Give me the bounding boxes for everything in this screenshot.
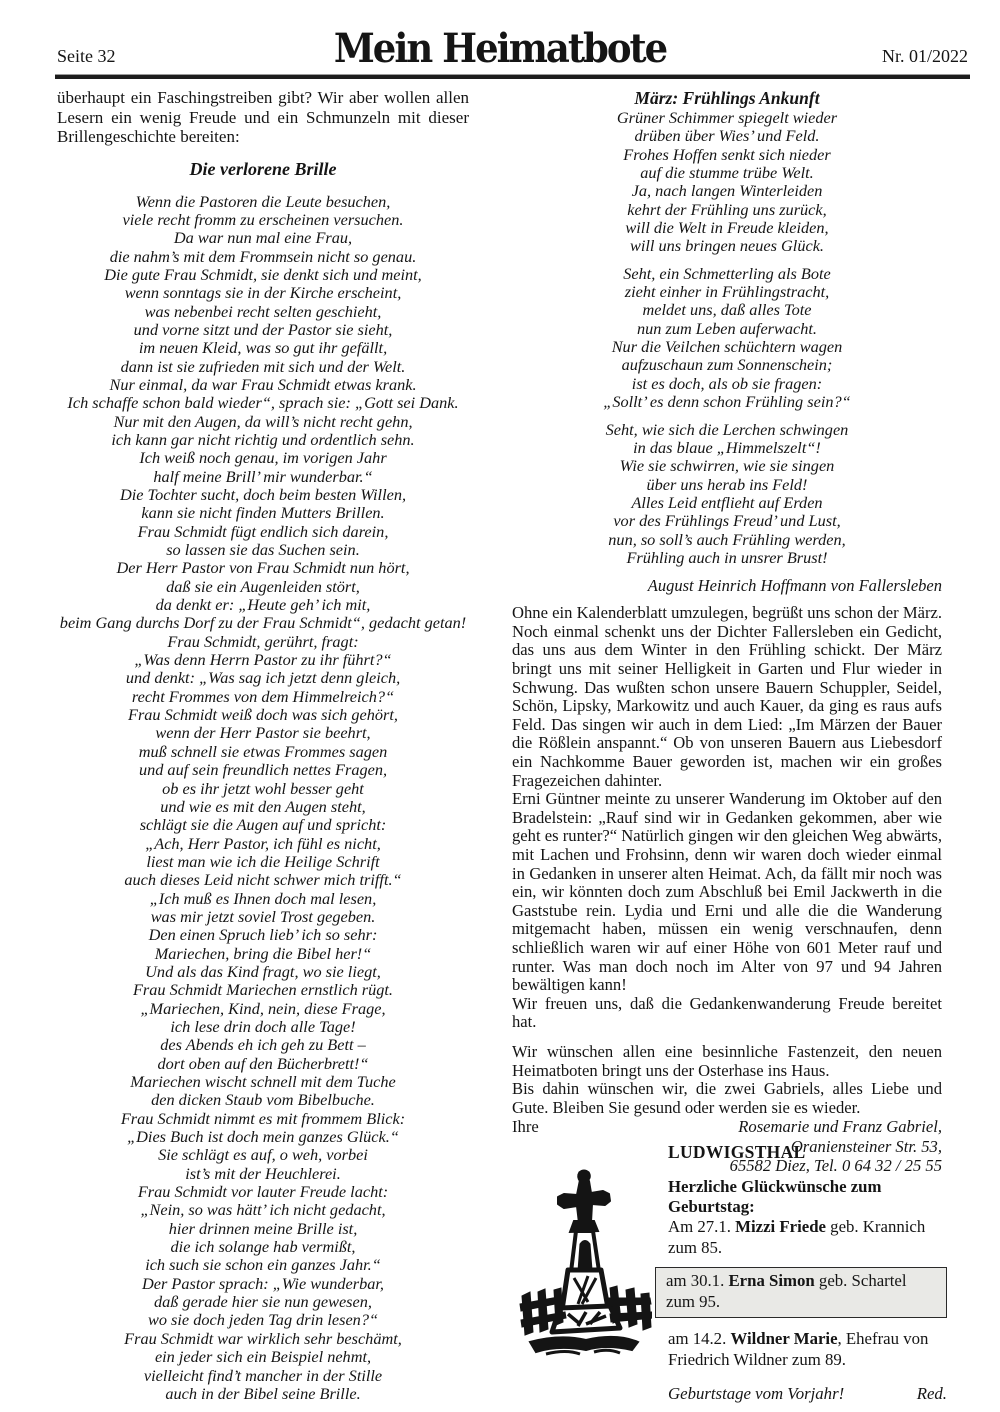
poem-line: dort oben auf den Bücherbrett!“ xyxy=(157,1053,369,1073)
birthday-entry: Am 27.1. Mizzi Friede geb. Krannich zum 85. xyxy=(668,1217,926,1257)
poem-line: „Ich muß es Ihnen doch mal lesen, xyxy=(149,888,377,908)
poem-line: im neuen Kleid, was so gut ihr gefällt, xyxy=(138,338,388,358)
poem-line: Wenn die Pastoren die Leute besuchen, xyxy=(135,191,391,211)
birthday-entry: am 14.2. Wildner Marie, Ehefrau von Friedrich Wildner zum 89. xyxy=(668,1329,929,1369)
poem-line: ein jeder sich ein Beispiel nehmt, xyxy=(154,1347,372,1367)
poem-line: kehrt der Frühling uns zurück, xyxy=(627,199,827,219)
poem-line: ist es doch, als ob sie fragen: xyxy=(631,373,823,393)
poem-line: Ja, nach langen Winterleiden xyxy=(631,181,823,201)
poem-line: „Nein, so was hätt’ ich nicht gedacht, xyxy=(140,1200,386,1220)
prose-paragraphs xyxy=(512,604,942,1032)
poem-line: ich kann gar nicht richtig und ordentlich sehn. xyxy=(111,429,415,449)
poem-line: Der Pastor sprach: „Wie wunderbar, xyxy=(142,1273,384,1293)
poem-line: Nur die Veilchen schüchtern wagen xyxy=(611,337,843,357)
poem-line: liest man wie ich die Heilige Schrift xyxy=(146,851,380,871)
poem-line: will die Welt in Freude kleiden, xyxy=(625,218,829,238)
poem-line: Frau Schmidt war wirklich sehr beschämt, xyxy=(124,1328,402,1348)
poem-line: in das blaue „Himmelszelt“! xyxy=(633,437,821,457)
ludwigsthal-heading: LUDWIGSTHAL xyxy=(668,1142,806,1162)
prose-paragraph: Wir freuen uns, daß die Gedankenwanderung Freude bereitet hat. xyxy=(512,993,942,1032)
poem-line: muß schnell sie etwas Frommes sagen xyxy=(138,741,388,761)
poem-line: schlägt sie die Augen auf und spricht: xyxy=(139,815,387,835)
poem-line: drüben über Wies’ und Feld. xyxy=(634,126,820,146)
poem-line: und vorne sitzt und der Pastor sie sieht, xyxy=(133,319,393,339)
footer-redaktion: Red. xyxy=(916,1384,947,1403)
birthday-name: Mizzi Friede xyxy=(735,1217,826,1236)
signature-line: 65582 Diez, Tel. 0 64 32 / 25 55 xyxy=(729,1156,942,1176)
poem-line: Alles Leid entflieht auf Erden xyxy=(631,492,823,512)
poem-line: will uns bringen neues Glück. xyxy=(630,236,824,256)
poem-line: daß sie ein Augenleiden stört, xyxy=(166,576,360,596)
poem-line: Frau Schmidt nimmt es mit frommem Blick: xyxy=(120,1108,406,1128)
poem-title-right: März: Frühlings Ankunft xyxy=(634,88,820,108)
birthday-greeting: Herzliche Glückwünsche zum Geburtstag: xyxy=(668,1177,882,1216)
poem-line: Da war nun mal eine Frau, xyxy=(173,228,353,248)
poem-line: Frau Schmidt weiß doch was sich gehört, xyxy=(128,705,398,725)
signature-line: Rosemarie und Franz Gabriel, xyxy=(738,1117,942,1137)
poem-line: viele recht fromm zu erscheinen versuchen. xyxy=(122,209,404,229)
poem-line: „Was denn Herrn Pastor zu ihr führt?“ xyxy=(134,650,392,670)
closing-paragraph: Bis dahin wünschen wir, die zwei Gabriels, alles Liebe und Gute. Bleiben Sie gesund oder werden sie es wieder. xyxy=(512,1079,942,1117)
poem-line: Die Tochter sucht, doch beim besten Willen, xyxy=(119,485,407,504)
poem-line: den dicken Staub vom Bibelbuche. xyxy=(151,1090,375,1110)
poem-line: „Sollt’ es denn schon Frühling sein?“ xyxy=(603,392,851,412)
poem-line: Frau Schmidt fügt endlich sich darein, xyxy=(137,521,389,541)
poem-line: da denkt er: „Heute geh’ ich mit, xyxy=(155,595,371,615)
birthday-name: Wildner Marie xyxy=(730,1329,838,1348)
closing-paragraphs xyxy=(512,1043,942,1117)
signature-line: Oraniensteiner Str. 53, xyxy=(790,1136,942,1156)
poem-line: meldet uns, daß alles Tote xyxy=(642,300,812,320)
poem-line: Frau Schmidt, gerührt, fragt: xyxy=(167,631,359,651)
poem-line: Seht, wie sich die Lerchen schwingen xyxy=(605,419,849,439)
poem-line: „Mariechen, Kind, nein, diese Frage, xyxy=(140,998,386,1018)
poem-line: Die gute Frau Schmidt, sie denkt sich und meint, xyxy=(104,264,422,284)
poem-line: Nur mit den Augen, da will’s nicht recht gehn, xyxy=(113,411,413,431)
poem-stanza xyxy=(512,109,942,256)
poem-line: auch in der Bibel seine Brille. xyxy=(165,1383,361,1403)
page-number: Seite 32 xyxy=(57,46,116,66)
poem-line: aufzuschaun zum Sonnenschein; xyxy=(621,355,833,375)
poem-line: ich such sie schon ein ganzes Jahr.“ xyxy=(145,1255,381,1275)
poem-line: Grüner Schimmer spiegelt wieder xyxy=(616,108,838,127)
poem-line: half meine Brill’ mir wunderbar.“ xyxy=(153,466,373,486)
poem-line: ich lese drin doch alle Tage! xyxy=(170,1016,356,1036)
poem-line: Und als das Kind fragt, wo sie liegt, xyxy=(145,961,381,981)
poem-line: über uns herab ins Feld! xyxy=(646,474,808,494)
poem-line: Nur einmal, da war Frau Schmidt etwas krank. xyxy=(109,374,417,394)
poem-line: und auf sein freundlich nettes Fragen, xyxy=(138,760,388,780)
poem-line: Seht, ein Schmetterling als Bote xyxy=(623,263,831,283)
poem-line: die nahm’s mit dem Frommsein nicht so genau. xyxy=(109,246,417,266)
poem-stanza xyxy=(512,421,942,568)
right-column xyxy=(512,88,942,1176)
poem-line: Mariechen wischt schnell mit dem Tuche xyxy=(130,1072,396,1091)
poem-line: Ich schaffe schon bald wieder“, sprach sie: „Gott sei Dank. xyxy=(67,393,459,413)
poem-line: so lassen sie das Suchen sein. xyxy=(166,540,360,560)
poem-line: vor des Frühlings Freud’ und Lust, xyxy=(613,511,841,531)
poem-line: ob es ihr jetzt wohl besser geht xyxy=(162,778,364,798)
prose-paragraph: Ohne ein Kalenderblatt umzulegen, begrüßt uns schon der März. Noch einmal schenkt uns der Dichter Fallersleben ein Gedicht, das uns aus dem Winter in den Frühling schickt. Der März bringt uns mit seiner Helligkeit in Garten und Flur wieder in Schwung. Das wußten schon unsere Bauern Schuppler, Seidel, Schön, Lipsky, Markowitz und auch Kauer, da ging es raus aufs Feld. Das singen wir auch in dem Lied: „Im Märzen der Bauer die Rößlein anspannt.“ Ob von unseren Bauern aus Liebesdorf ein Nachkomme Bauer geworden ist, machen wir ein großes Fragezeichen dahinter. xyxy=(512,603,942,790)
poem-line: „Dies Buch ist doch mein ganzes Glück.“ xyxy=(127,1127,399,1147)
left-column xyxy=(57,88,469,1403)
poem-line: Frau Schmidt Mariechen ernstlich rügt. xyxy=(132,980,393,1000)
signature-lead: Ihre xyxy=(512,1117,539,1137)
poem-line: Frohes Hoffen senkt sich nieder xyxy=(623,144,831,164)
poem-line: Der Herr Pastor von Frau Schmidt nun hört, xyxy=(116,558,410,578)
poem-line: Mariechen, bring die Bibel her!“ xyxy=(154,943,372,963)
poem-line: Den einen Spruch lieb’ ich so sehr: xyxy=(148,925,378,945)
poem-line: und wie es mit den Augen steht, xyxy=(160,796,366,816)
poem-line: beim Gang durchs Dorf zu der Frau Schmidt“, gedacht getan! xyxy=(59,613,467,633)
poem-line: dann ist sie zufrieden mit sich und der Welt. xyxy=(120,356,406,376)
intro-paragraph: überhaupt ein Faschingstreiben gibt? Wir aber wollen allen Lesern ein wenig Freude und ein Schmunzeln mit dieser Brillengeschichte bereiten: xyxy=(57,88,469,146)
poem-line: daß gerade hier sie nun gewesen, xyxy=(154,1292,372,1312)
poem-line: des Abends eh ich geh zu Bett – xyxy=(160,1035,366,1055)
birthday-entry-boxed: am 30.1. Erna Simon geb. Schartel zum 95. xyxy=(655,1267,947,1318)
issue-number: Nr. 01/2022 xyxy=(881,46,968,66)
footer-note: Geburtstage vom Vorjahr! xyxy=(668,1384,845,1403)
poem-line: wo sie doch jeden Tag drin lesen?“ xyxy=(147,1310,379,1330)
right-poem-stanzas xyxy=(512,109,942,567)
poem-line: Sie schlägt es auf, o weh, vorbei xyxy=(158,1145,368,1165)
left-poem-lines xyxy=(57,193,469,1404)
poem-line: was nebenbei recht selten geschieht, xyxy=(144,301,382,321)
poem-line: „Ach, Herr Pastor, ich fühl es nicht, xyxy=(145,833,381,853)
poem-line: Wie sie schwirren, wie sie singen xyxy=(619,456,835,476)
poem-line: die ich solange hab vermißt, xyxy=(170,1237,356,1257)
poem-line: was mir jetzt soviel Trost gegeben. xyxy=(150,906,376,926)
poem-line: Ich weiß noch genau, im vorigen Jahr xyxy=(139,448,387,468)
poem-line: wenn der Herr Pastor sie beehrt, xyxy=(155,723,371,743)
poem-line: auf die stumme trübe Welt. xyxy=(640,163,814,183)
ludwigsthal-footer xyxy=(655,1384,947,1404)
birthday-name: Erna Simon xyxy=(728,1271,815,1290)
poem-line: recht Frommes von dem Himmelreich?“ xyxy=(131,686,395,706)
poem-title-left: Die verlorene Brille xyxy=(189,158,337,179)
header-divider xyxy=(55,74,970,79)
poem-line: nun zum Leben auferwacht. xyxy=(637,318,817,338)
poem-attribution: August Heinrich Hoffmann von Fallersleben xyxy=(647,576,942,596)
poem-line: wenn sonntags sie in der Kirche erscheint, xyxy=(124,283,402,303)
monument-cross-icon xyxy=(516,1166,652,1362)
poem-line: vielleicht find’t mancher in der Stille xyxy=(143,1365,383,1385)
poem-line: hier drinnen meine Brille ist, xyxy=(168,1218,358,1238)
poem-stanza xyxy=(512,265,942,412)
masthead-title: Mein Heimatbote xyxy=(333,24,667,72)
poem-line: zieht einher in Frühlingstracht, xyxy=(624,282,830,302)
poem-line: Frühling auch in unsrer Brust! xyxy=(626,547,828,567)
poem-line: Frau Schmidt vor lauter Freude lacht: xyxy=(137,1182,389,1202)
poem-line: kann sie nicht finden Mutters Brillen. xyxy=(141,503,385,523)
poem-line: ist’s mit der Heuchlerei. xyxy=(185,1163,341,1183)
birthday-entries xyxy=(655,1217,947,1370)
ludwigsthal-section xyxy=(655,1142,947,1404)
prose-paragraph: Erni Güntner meinte zu unserer Wanderung im Oktober auf den Bradelstein: „Rauf sind wir in Gedanken gekommen, aber wie geht es runter?“ Natürlich gingen wir den gleichen Weg abwärts, mit Lachen und Frohsinn, denn wir waren doch wieder einmal in Gedanken in unserer alten Heimat. Ach, da fällt mir noch was ein, wir könnten doch zum Abschluß bei Emil Jackwerth in die Gaststube rein. Lydia und Erni und alle die die Wanderung mitgemacht haben, müssen ein wenig verschnaufen, denn schließlich waren wir auf einer Höhe von 601 Meter rauf und runter. Was man doch noch im Alter von 97 und 94 Jahren bewältigen kann! xyxy=(512,789,942,995)
closing-paragraph: Wir wünschen allen eine besinnliche Fastenzeit, den neuen Heimatboten bringt uns der Osterhase ins Haus. xyxy=(512,1041,942,1080)
poem-line: nun, so soll’s auch Frühling werden, xyxy=(608,529,846,549)
poem-line: auch dieses Leid nicht schwer mich trifft.“ xyxy=(124,870,402,890)
poem-line: und denkt: „Was sag ich jetzt denn gleich, xyxy=(125,668,401,688)
